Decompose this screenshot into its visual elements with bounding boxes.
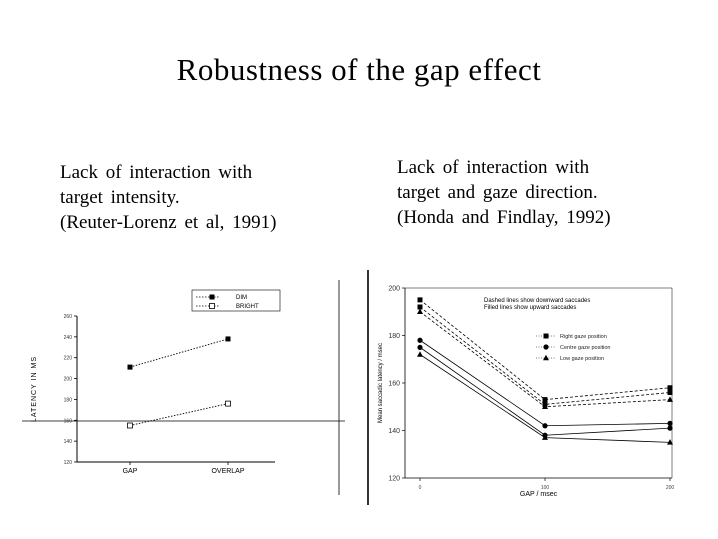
right-chart — [360, 270, 700, 505]
right-data-point-4 — [542, 423, 547, 428]
right-data-point-2 — [668, 390, 673, 395]
left-y-axis-label: LATENCY IN MS — [31, 355, 38, 423]
right-series-line-2 — [420, 307, 670, 404]
right-data-point-6 — [417, 351, 423, 356]
left-data-point-dim — [128, 365, 133, 370]
left-caption-line-1: Lack of interaction with — [60, 162, 253, 183]
right-y-tick-label: 140 — [388, 428, 400, 435]
left-data-point-bright — [128, 423, 133, 428]
right-y-tick-label: 160 — [388, 380, 400, 388]
right-annotation-line: Dashed lines show downward saccades — [484, 298, 591, 304]
left-legend-marker — [210, 295, 215, 300]
right-caption-line-1: Lack of interaction with — [397, 157, 590, 178]
right-legend-label: Low gaze position — [560, 356, 605, 362]
right-series-line-1 — [420, 300, 670, 400]
right-annotation-line: Filled lines show upward saccades — [484, 305, 577, 311]
left-legend — [192, 290, 280, 311]
right-x-tick-label: 100 — [540, 485, 550, 491]
left-x-tick-label: GAP — [122, 468, 138, 475]
right-legend-marker — [543, 355, 549, 360]
left-data-point-bright — [226, 401, 231, 406]
left-y-tick-label: 120 — [63, 460, 72, 466]
left-caption-line-3: (Reuter-Lorenz et al, 1991) — [60, 212, 277, 233]
right-data-point-1 — [668, 385, 673, 390]
right-caption-line-3: (Honda and Findlay, 1992) — [397, 207, 611, 228]
right-caption — [397, 155, 611, 230]
right-y-tick-label: 200 — [388, 285, 400, 293]
right-x-tick-label: 0 — [418, 485, 422, 491]
right-y-tick-label: 120 — [388, 475, 400, 483]
left-x-tick-label: OVERLAP — [211, 468, 245, 475]
slide-title: Robustness of the gap effect — [176, 52, 542, 87]
left-y-tick-label: 240 — [63, 334, 72, 341]
right-chart-panel — [360, 270, 700, 505]
right-data-point-5 — [667, 426, 672, 431]
left-y-tick-label: 160 — [63, 418, 72, 425]
right-data-point-1 — [418, 297, 423, 302]
left-series-line-dim — [130, 339, 228, 367]
left-y-tick-label: 140 — [63, 439, 72, 446]
left-chart — [20, 275, 345, 495]
left-data-point-dim — [226, 336, 231, 341]
left-caption — [60, 160, 276, 235]
right-data-point-5 — [417, 345, 422, 350]
left-legend-label: BRIGHT — [236, 304, 259, 310]
right-legend-label: Right gaze position — [560, 334, 607, 340]
left-chart-panel — [20, 275, 345, 495]
left-y-tick-label: 180 — [63, 397, 72, 404]
left-y-tick-label: 260 — [63, 314, 72, 320]
right-data-point-4 — [417, 338, 422, 343]
right-y-tick-label: 180 — [388, 333, 400, 340]
right-x-tick-label: 200 — [665, 485, 675, 491]
right-x-axis-label: GAP / msec — [519, 491, 558, 498]
left-y-tick-label: 200 — [63, 376, 72, 383]
left-caption-line-2: target intensity. — [60, 187, 180, 208]
left-y-tick-label: 220 — [63, 355, 72, 362]
right-data-point-4 — [667, 421, 672, 426]
right-y-axis-label: Mean saccadic latency / msec — [378, 342, 384, 424]
right-legend-label: Centre gaze position — [560, 345, 611, 351]
right-caption-line-2: target and gaze direction. — [397, 182, 598, 203]
left-legend-marker — [210, 304, 215, 309]
right-data-point-1 — [543, 397, 548, 402]
left-legend-label: DIM — [236, 295, 247, 301]
right-series-line-4 — [420, 340, 670, 426]
left-series-line-bright — [130, 404, 228, 426]
